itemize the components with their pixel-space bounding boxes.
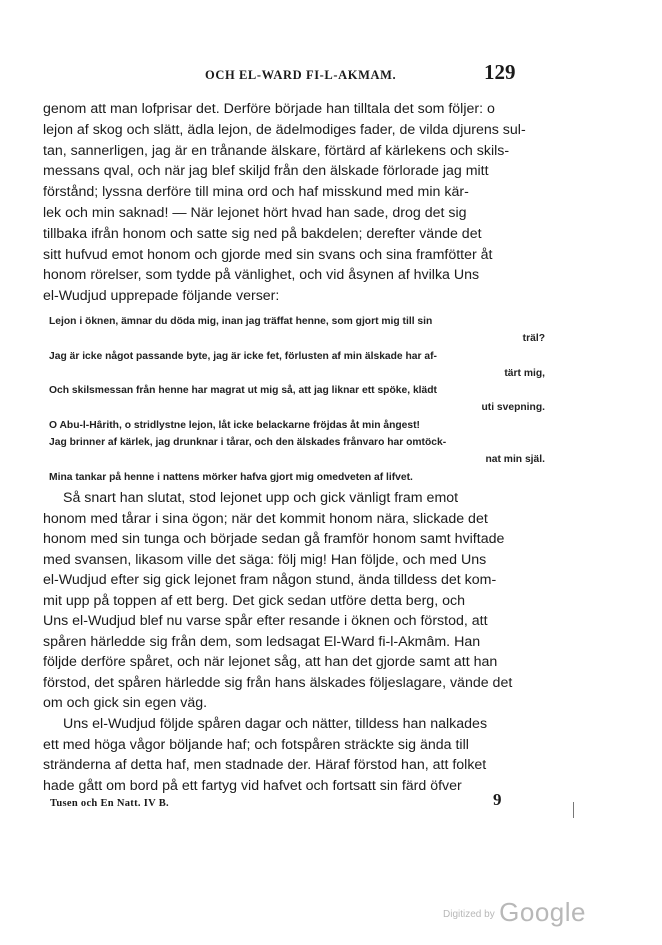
verse-continuation: uti svepning. bbox=[481, 402, 545, 414]
sheet-number: 9 bbox=[493, 790, 502, 809]
text-line: lejon af skog och slätt, ädla lejon, de ädelmodiges fader, de vilda djurens sul- bbox=[43, 121, 526, 138]
verse-line: Jag brinner af kärlek, jag drunknar i tårar, och den älskades frånvaro har omtöck- bbox=[49, 437, 447, 449]
text-line: med svansen, likasom ville det säga: följ mig! Han följde, och med Uns bbox=[43, 551, 487, 568]
digitized-watermark bbox=[443, 897, 586, 928]
text-line: sitt hufvud emot honom och gjorde med sin svans och sina framfötter åt bbox=[43, 246, 493, 263]
text-line: lek och min saknad! — När lejonet hört hvad han sade, drog det sig bbox=[43, 204, 467, 221]
text-line: ett med höga vågor böljande haf; och fotspåren sträckte sig ända till bbox=[43, 736, 469, 753]
text-line: tillbaka ifrån honom och satte sig ned på bakdelen; derefter vände det bbox=[43, 225, 482, 242]
text-line: honom med sin tunga och började sedan gå framför honom samt hviftade bbox=[43, 531, 505, 548]
text-line: messans qval, och när jag blef skiljd från den älskade förlorade jag mitt bbox=[43, 163, 489, 180]
verse-continuation: träl? bbox=[522, 333, 545, 345]
text-line: genom att man lofprisar det. Derföre började han tilltala det som följer: o bbox=[43, 101, 495, 117]
text-line: om och gick sin egen väg. bbox=[43, 695, 208, 712]
verse-continuation: tärt mig, bbox=[504, 367, 545, 379]
text-line: stränderna af detta haf, men stadnade der. Häraf förstod han, att folket bbox=[43, 757, 487, 774]
margin-mark bbox=[573, 802, 574, 818]
paragraph-2 bbox=[43, 488, 548, 796]
text-line: el-Wudjud efter sig gick lejonet fram någon stund, ända tilldess det kom- bbox=[43, 572, 497, 589]
running-title: OCH EL-WARD FI-L-AKMAM. bbox=[205, 68, 397, 82]
text-line: honom med tårar i sina ögon; när det kommit honom nära, slickade det bbox=[43, 510, 488, 527]
text-line: förstånd; lyssna derföre till mina ord och haf misskund med min kär- bbox=[43, 184, 469, 201]
text-line: spåren härledde sig från dem, som ledsagat El-Ward fi-l-Akmâm. Han bbox=[43, 633, 481, 650]
verse-line: Jag är icke något passande byte, jag är icke fet, förlusten af min älskade har af- bbox=[49, 350, 437, 362]
google-logo: Google bbox=[499, 897, 586, 927]
text-line: Uns el-Wudjud följde spåren dagar och nätter, tilldess han nalkades bbox=[63, 716, 488, 733]
text-line: Så snart han slutat, stod lejonet upp och gick vänligt fram emot bbox=[63, 490, 459, 506]
text-line: hade gått om bord på ett fartyg vid hafvet och fortsatt sin färd öfver bbox=[43, 777, 462, 794]
verse-line: Och skilsmessan från henne har magrat ut mig så, att jag liknar ett spöke, klädt bbox=[49, 385, 437, 397]
paragraph-1 bbox=[43, 99, 545, 307]
printer-signature: Tusen och En Natt. IV B. bbox=[50, 798, 169, 809]
text-line: förstod, det spåren härledde sig från hans älskades följeslagare, vände det bbox=[43, 674, 513, 691]
verse-line: Mina tankar på henne i nattens mörker hafva gjort mig omedveten af lifvet. bbox=[49, 471, 413, 483]
watermark-prefix: Digitized by bbox=[443, 909, 495, 920]
verse-block bbox=[49, 313, 545, 486]
text-line: el-Wudjud upprepade följande verser: bbox=[43, 288, 280, 305]
page-number: 129 bbox=[484, 60, 516, 84]
text-line: honom rörelser, som tydde på vänlighet, och vid åsynen af hvilka Uns bbox=[43, 267, 480, 284]
verse-line: O Abu-l-Hârith, o stridlystne lejon, låt icke belackarne fröjdas åt min ångest! bbox=[49, 419, 420, 431]
verse-line: Lejon i öknen, ämnar du döda mig, inan jag träffat henne, som gjort mig till sin bbox=[49, 316, 433, 327]
text-line: följde derföre spåret, och när lejonet såg, att han det gjorde samt att han bbox=[43, 654, 498, 671]
verse-continuation: nat min själ. bbox=[485, 454, 545, 466]
text-line: Uns el-Wudjud blef nu varse spår efter resande i öknen och förstod, att bbox=[43, 613, 488, 630]
text-line: mit upp på toppen af ett berg. Det gick sedan utföre detta berg, och bbox=[43, 592, 465, 609]
text-line: tan, sannerligen, jag är en trånande älskare, förtärd af kärlekens och skils- bbox=[43, 142, 510, 159]
